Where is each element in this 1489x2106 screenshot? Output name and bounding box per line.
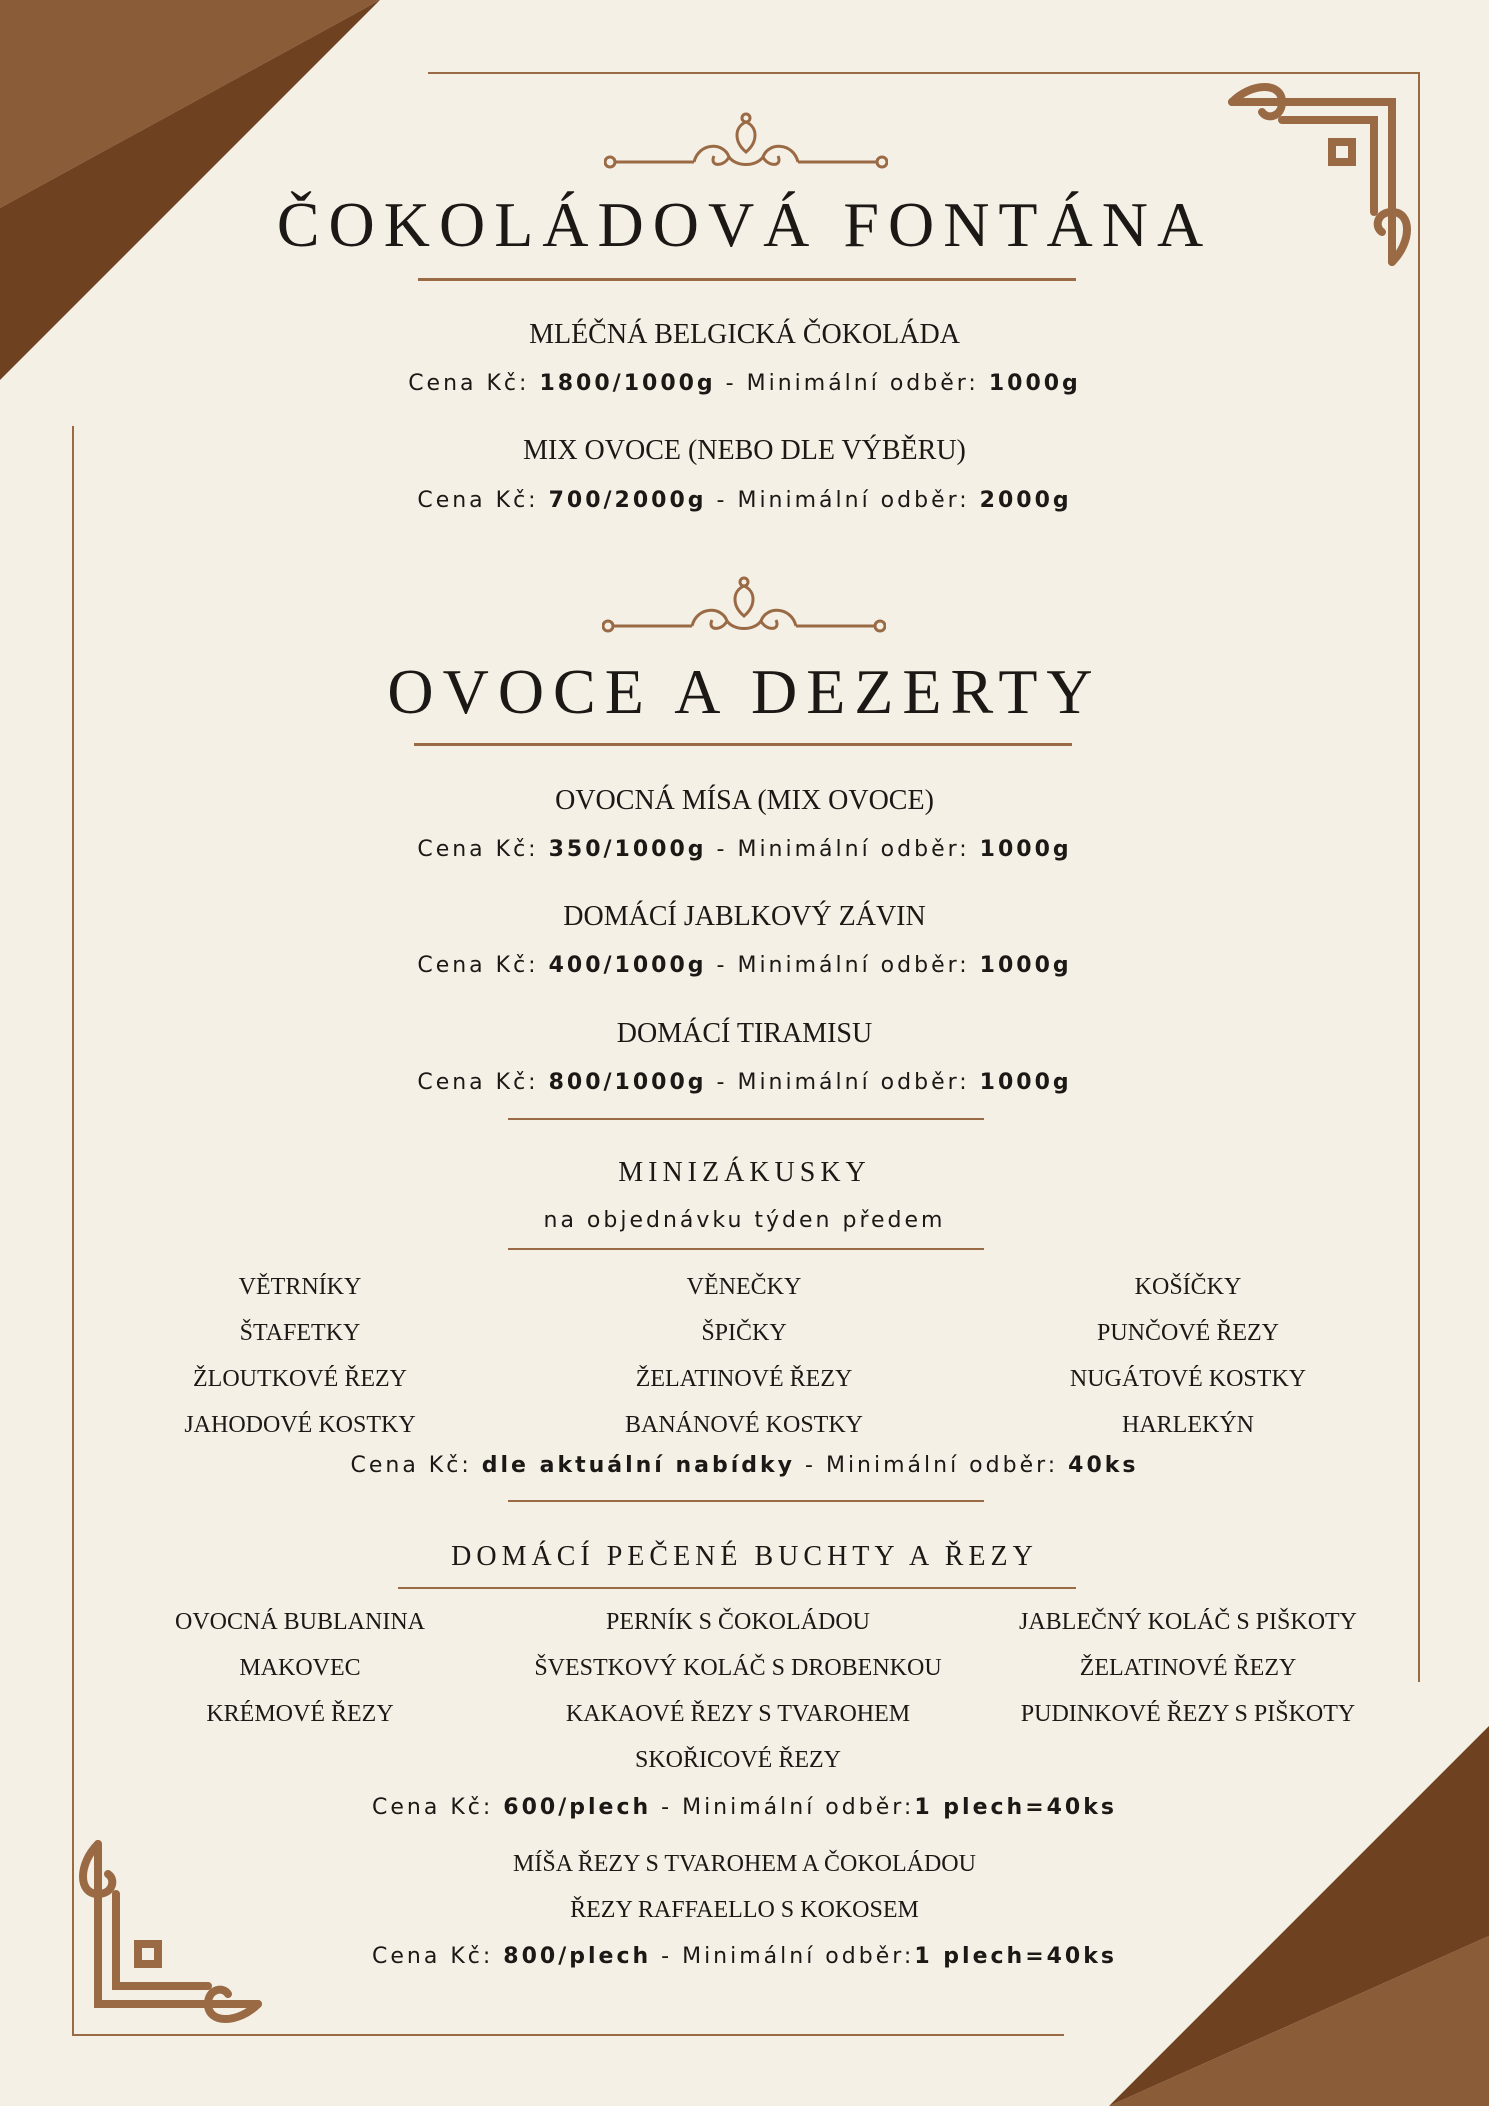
list-item: ŠVESTKOVÝ KOLÁČ S DROBENKOU: [534, 1655, 942, 1681]
mini-desserts-column-2: [514, 1264, 974, 1448]
section-title-chocolate-fountain: ČOKOLÁDOVÁ FONTÁNA: [276, 189, 1213, 260]
list-item: VĚNEČKY: [686, 1274, 802, 1300]
item-price-line: Cena Kč: 350/1000g - Minimální odběr: 1000g: [417, 837, 1072, 862]
baked-goods-column-1: [70, 1599, 530, 1737]
list-item: JAHODOVÉ KOSTKY: [184, 1412, 416, 1438]
list-item: HARLEKÝN: [1122, 1412, 1254, 1438]
list-item: MAKOVEC: [239, 1655, 361, 1681]
list-item: OVOCNÁ BUBLANINA: [175, 1609, 425, 1635]
item-price-line: Cena Kč: 400/1000g - Minimální odběr: 1000g: [417, 953, 1072, 978]
baked-goods-price-line-2: Cena Kč: 800/plech - Minimální odběr:1 plech=40ks: [372, 1944, 1117, 1969]
list-item: KRÉMOVÉ ŘEZY: [206, 1701, 394, 1727]
flourish-ornament-middle: [602, 576, 886, 640]
item-name: ŘEZY RAFFAELLO S KOKOSEM: [570, 1897, 919, 1923]
flourish-ornament-top: [604, 112, 888, 176]
mini-desserts-column-1: [70, 1264, 530, 1448]
list-item: ŽLOUTKOVÉ ŘEZY: [193, 1366, 407, 1392]
order-note: na objednávku týden předem: [543, 1208, 946, 1233]
list-item: JABLEČNÝ KOLÁČ S PIŠKOTY: [1018, 1609, 1358, 1635]
list-item: NUGÁTOVÉ KOSTKY: [1069, 1366, 1307, 1392]
item-name: MLÉČNÁ BELGICKÁ ČOKOLÁDA: [529, 319, 960, 350]
baked-goods-price-line: Cena Kč: 600/plech - Minimální odběr:1 plech=40ks: [372, 1795, 1117, 1820]
item-price-line: Cena Kč: 1800/1000g - Minimální odběr: 1000g: [408, 371, 1081, 396]
item-name: DOMÁCÍ JABLKOVÝ ZÁVIN: [563, 901, 926, 932]
section-title-fruit-desserts: OVOCE A DEZERTY: [387, 656, 1102, 727]
mini-desserts-column-3: [958, 1264, 1418, 1448]
divider: [508, 1500, 984, 1502]
section-title-mini-desserts: MINIZÁKUSKY: [618, 1157, 871, 1188]
list-item: SKOŘICOVÉ ŘEZY: [634, 1747, 841, 1773]
list-item: PERNÍK S ČOKOLÁDOU: [605, 1609, 870, 1635]
item-name: MÍŠA ŘEZY S TVAROHEM A ČOKOLÁDOU: [513, 1851, 976, 1877]
list-item: BANÁNOVÉ KOSTKY: [625, 1412, 863, 1438]
title-underline: [414, 743, 1072, 746]
item-price-line: Cena Kč: 800/1000g - Minimální odběr: 1000g: [417, 1070, 1072, 1095]
list-item: KOŠÍČKY: [1134, 1274, 1242, 1300]
list-item: VĚTRNÍKY: [238, 1274, 362, 1300]
item-name: DOMÁCÍ TIRAMISU: [616, 1018, 873, 1049]
baked-goods-column-3: [958, 1599, 1418, 1737]
divider: [508, 1248, 984, 1250]
mini-desserts-price-line: Cena Kč: dle aktuální nabídky - Minimální odběr: 40ks: [350, 1453, 1139, 1478]
item-name: MIX OVOCE (NEBO DLE VÝBĚRU): [523, 435, 966, 466]
item-price-line: Cena Kč: 700/2000g - Minimální odběr: 2000g: [417, 488, 1072, 513]
list-item: ŠPIČKY: [701, 1320, 787, 1346]
divider: [508, 1118, 984, 1120]
section-title-baked-goods: DOMÁCÍ PEČENÉ BUCHTY A ŘEZY: [451, 1541, 1038, 1572]
item-name: OVOCNÁ MÍSA (MIX OVOCE): [555, 785, 934, 816]
list-item: KAKAOVÉ ŘEZY S TVAROHEM: [565, 1701, 911, 1727]
title-underline: [398, 1587, 1076, 1589]
list-item: PUNČOVÉ ŘEZY: [1096, 1320, 1279, 1346]
list-item: ŽELATINOVÉ ŘEZY: [1079, 1655, 1297, 1681]
list-item: PUDINKOVÉ ŘEZY S PIŠKOTY: [1020, 1701, 1356, 1727]
list-item: ŽELATINOVÉ ŘEZY: [635, 1366, 853, 1392]
baked-goods-column-2: [508, 1599, 968, 1783]
frame-right-line: [1418, 72, 1420, 1682]
frame-bottom-line: [72, 2034, 1064, 2036]
list-item: ŠTAFETKY: [239, 1320, 361, 1346]
title-underline: [418, 278, 1076, 281]
